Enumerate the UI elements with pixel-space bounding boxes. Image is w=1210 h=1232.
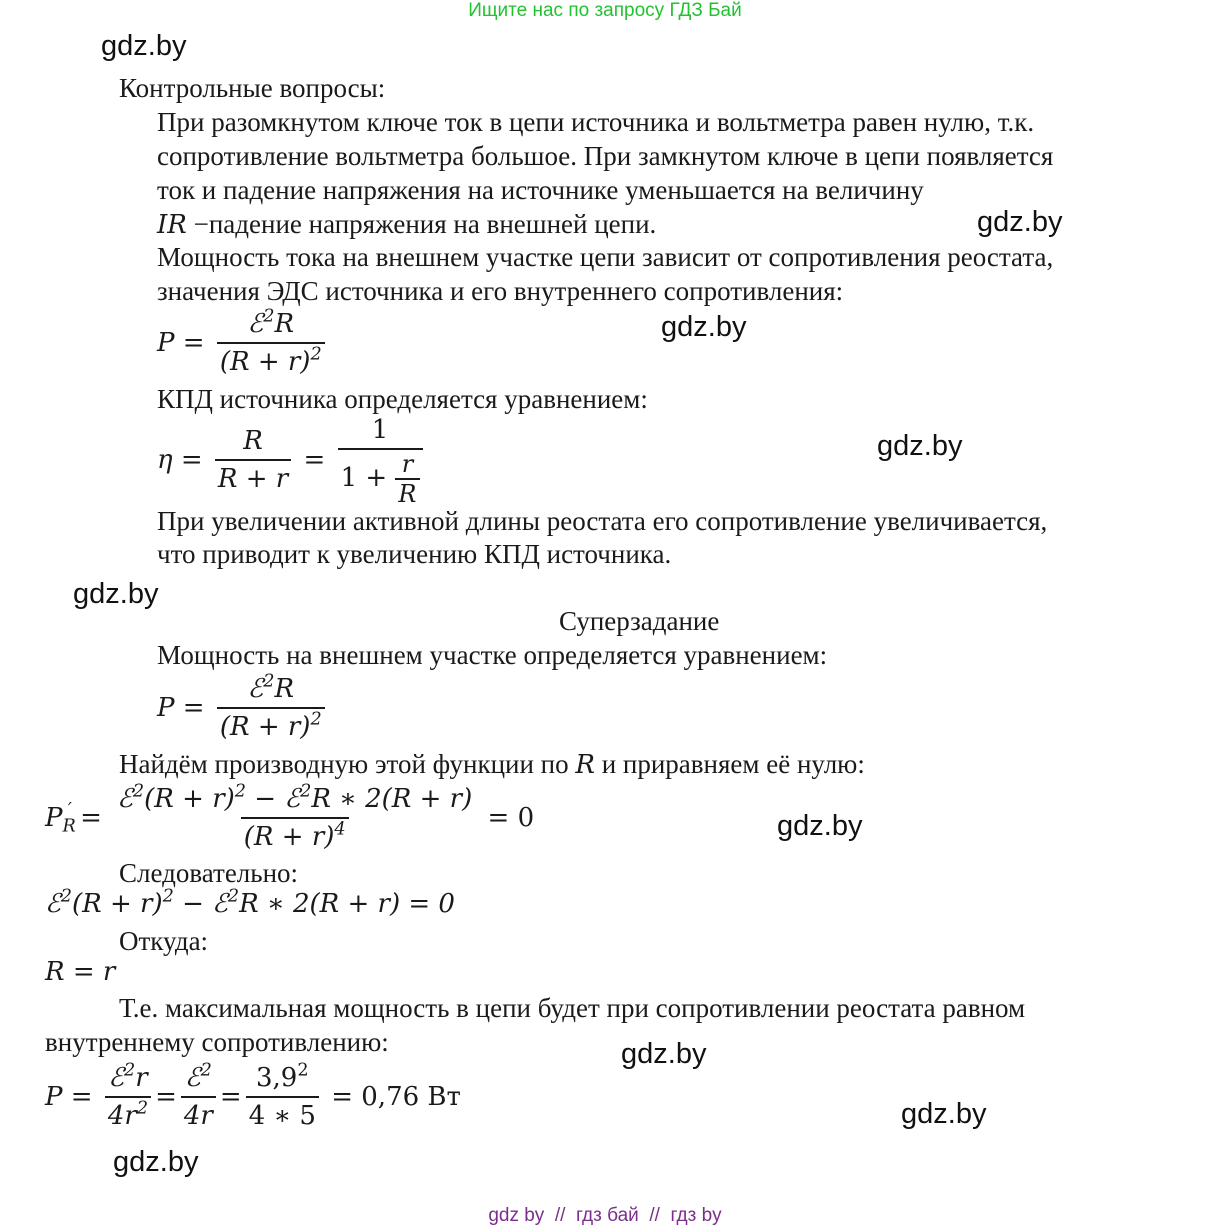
- paragraph-line: Следовательно:: [119, 858, 299, 888]
- paragraph-line: Мощность тока на внешнем участке цепи зависит от сопротивления реостата,: [157, 242, 1054, 272]
- paragraph-line: сопротивление вольтметра большое. При замкнутом ключе в цепи появляется: [157, 141, 1054, 171]
- footer-separator: //: [554, 1205, 566, 1226]
- paragraph-line: [157, 207, 656, 242]
- formula-power-2: P = $\frac{ℰ^2R}{(R + r)^2}$: [157, 673, 329, 743]
- formula-result-r: R = r: [45, 957, 116, 987]
- paragraph-line: Т.е. максимальная мощность в цепи будет при сопротивлении реостата равном: [119, 993, 1026, 1023]
- formula-final-power: P = $\frac{ℰ^2r}{4r^2}$ = $\frac{ℰ^2}{4r}$ = $\frac{3,9^2}{4 ∗ 5}$ = 0,76 Вт: [45, 1060, 461, 1131]
- paragraph-line: Найдём производную этой функции по R и приравняем её нулю:: [119, 749, 865, 780]
- watermark: gdz.by: [621, 1038, 707, 1070]
- watermark: gdz.by: [113, 1146, 199, 1178]
- footer-link[interactable]: gdz by: [488, 1205, 545, 1226]
- result-value: 0,76 Вт: [361, 1082, 461, 1112]
- footer-links: [0, 1205, 1210, 1227]
- watermark: gdz.by: [877, 430, 963, 462]
- paragraph-line: КПД источника определяется уравнением:: [157, 384, 648, 414]
- formula-ir: IR: [157, 210, 187, 240]
- watermark: gdz.by: [73, 578, 159, 610]
- super-heading: Суперзадание: [559, 606, 720, 636]
- footer-link[interactable]: гдз by: [670, 1205, 722, 1226]
- paragraph-line: что приводит к увеличению КПД источника.: [157, 539, 672, 569]
- banner-text: Ищите нас по запросу ГДЗ Бай: [468, 0, 742, 21]
- watermark: gdz.by: [901, 1098, 987, 1130]
- paragraph-line: Откуда:: [119, 926, 209, 956]
- formula-equation: ℰ$^2$(R + r)$^2$ − ℰ$^2$R ∗ 2(R + r) = 0: [45, 886, 455, 919]
- watermark: gdz.by: [101, 30, 187, 62]
- formula-efficiency: η = $\frac{R}{R + r}$ = 1 1 + $\frac{r}{R}$: [157, 414, 427, 506]
- paragraph-line: Мощность на внешнем участке определяется уравнением:: [157, 640, 828, 670]
- paragraph-line: внутреннему сопротивлению:: [45, 1027, 389, 1057]
- watermark: gdz.by: [977, 206, 1063, 238]
- control-heading: Контрольные вопросы:: [119, 73, 386, 103]
- formula-derivative: $P_R'$ = $\frac{ℰ^2(R + r)^2 - ℰ^2R ∗ 2(R + r)}{(R + r)^4}$ = 0: [45, 781, 535, 852]
- paragraph-tail: −падение напряжения на внешней цепи.: [193, 209, 657, 239]
- search-banner: [0, 0, 1210, 22]
- footer-link[interactable]: гдз бай: [575, 1205, 639, 1226]
- formula-power: P = $\frac{ℰ^2R}{(R + r)^2}$: [157, 308, 329, 378]
- paragraph-line: При разомкнутом ключе ток в цепи источника и вольтметра равен нулю, т.к.: [157, 107, 1035, 137]
- footer-separator: //: [649, 1205, 660, 1226]
- paragraph-line: При увеличении активной длины реостата его сопротивление увеличивается,: [157, 506, 1048, 536]
- watermark: gdz.by: [777, 810, 863, 842]
- paragraph-line: значения ЭДС источника и его внутреннего сопротивления:: [157, 276, 844, 306]
- watermark: gdz.by: [661, 311, 747, 343]
- paragraph-line: ток и падение напряжения на источнике уменьшается на величину: [157, 175, 924, 205]
